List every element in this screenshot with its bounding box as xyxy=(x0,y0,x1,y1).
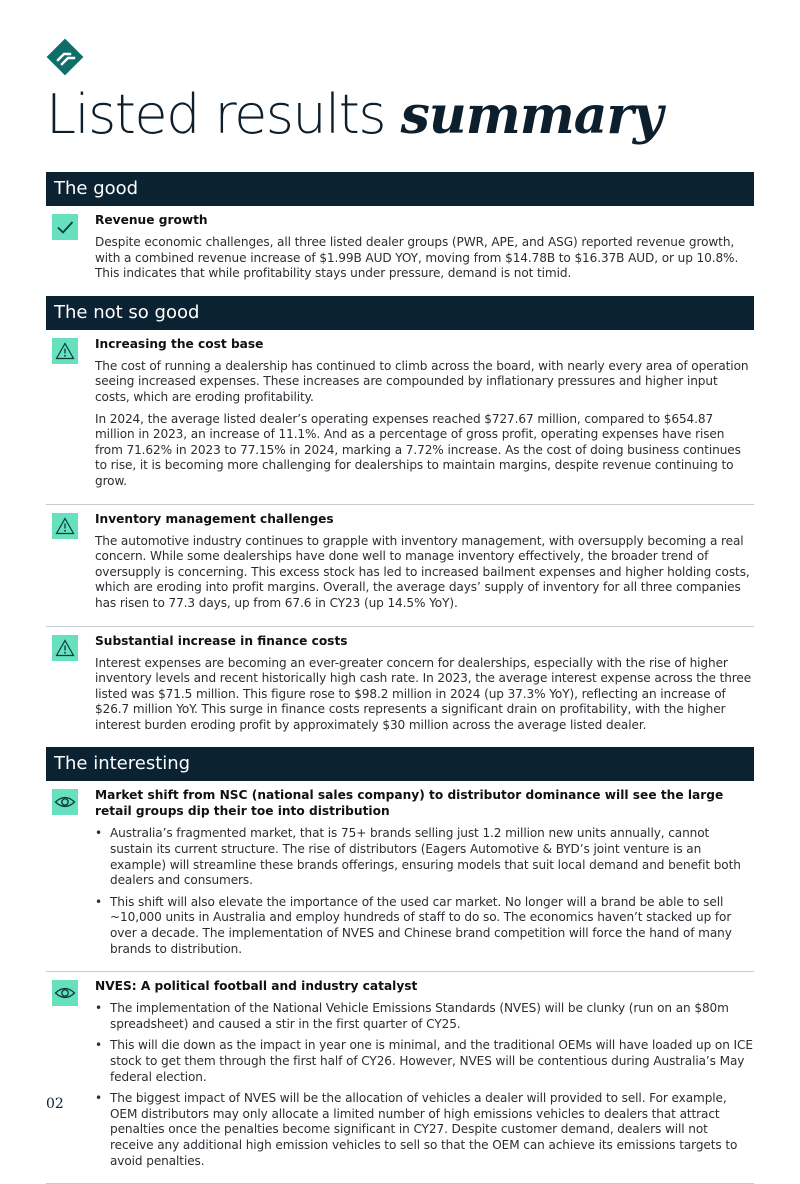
page-title-plain: Listed results xyxy=(46,83,401,146)
summary-item-finance-costs xyxy=(46,627,754,748)
item-paragraph: Interest expenses are becoming an ever-greater concern for dealerships, especially with the rise of higher inventory levels and recent historically high cash rate. In 2023, the average interest expense across the three listed was $71.5 million. This figure rose to $98.2 million in 2024 (up 37.3% YoY), reflecting an increase of $26.7 million YoY. This surge in finance costs represents a significant drain on profitability, with the higher interest burden eroding profit by approximately $30 million across the average listed dealer. xyxy=(95,655,752,732)
item-title: Inventory management challenges xyxy=(95,511,334,526)
warning-icon xyxy=(52,338,78,364)
list-item: • The implementation of the National Vehicle Emissions Standards (NVES) will be clunky (run on an $80m spreadsheet) and caused a stir in the first quarter of CY25. xyxy=(95,1001,754,1032)
summary-item-inventory xyxy=(46,505,754,627)
item-title: Market shift from NSC (national sales company) to distributor dominance will see the large retail groups dip their toe into distribution xyxy=(95,788,724,819)
item-paragraph: The automotive industry continues to grapple with inventory management, with oversupply becoming a real concern. While some dealerships have done well to manage inventory effectively, the broader trend of oversupply is concerning. This excess stock has led to increased bailment expenses and higher holding costs, which are eroding into profit margins. Overall, the average days’ supply of inventory for all three companies has risen to 77.3 days, up from 67.6 in CY23 (up 14.5% YoY). xyxy=(95,533,750,610)
warning-icon xyxy=(52,635,78,661)
warning-icon xyxy=(52,513,78,539)
item-paragraph: In 2024, the average listed dealer’s operating expenses reached $727.67 million, compared to $654.87 million in 2023, an increase of 11.1%. And as a percentage of gross profit, operating expenses have risen from 71.62% in 2023 to 77.15% in 2024, marking a 7.72% increase. As the cost of doing business continues to rise, it is becoming more challenging for dealerships to maintain margins, despite revenue continuing to grow. xyxy=(95,411,741,488)
section-header-not-so-good: The not so good xyxy=(46,296,754,330)
bullet-list xyxy=(95,1001,754,1169)
summary-item-market-shift xyxy=(46,781,754,972)
brand-logo-icon xyxy=(46,38,84,76)
list-item: • This will die down as the impact in year one is minimal, and the traditional OEMs will have loaded up on ICE stock to get them through the first half of CY26. However, NVES will be contentious during Australia’s May federal election. xyxy=(95,1038,754,1085)
bullet-list xyxy=(95,826,754,957)
section-header-interesting: The interesting xyxy=(46,747,754,781)
eye-icon xyxy=(52,789,78,815)
summary-content xyxy=(46,172,754,1184)
list-item: • Australia’s fragmented market, that is 75+ brands selling just 1.2 million new units annually, cannot sustain its current structure. The rise of distributors (Eagers Automotive & BYD’s joint venture is an example) will streamline these brands offerings, ensuring models that suit local demand and benefit both dealers and consumers. xyxy=(95,826,754,888)
item-title: Substantial increase in finance costs xyxy=(95,633,348,648)
item-title: Revenue growth xyxy=(95,213,208,227)
page-title-emphasis: summary xyxy=(400,85,663,146)
page-number: 02 xyxy=(46,1096,64,1112)
section-header-good: The good xyxy=(46,172,754,206)
summary-item-cost-base xyxy=(46,330,754,505)
item-title: NVES: A political football and industry catalyst xyxy=(95,979,418,994)
list-item: • This shift will also elevate the importance of the used car market. No longer will a brand be able to sell ~10,000 units in Australia and employ hundreds of staff to do so. The economics haven’t stacked up for over a decade. The implementation of NVES and Chinese brand competition will force the hand of many brands to distribution. xyxy=(95,895,754,957)
page-title xyxy=(46,80,662,157)
eye-icon xyxy=(52,980,78,1006)
summary-item-revenue-growth xyxy=(46,206,754,296)
item-title: Increasing the cost base xyxy=(95,336,264,351)
summary-item-nves xyxy=(46,972,754,1184)
item-paragraph: Despite economic challenges, all three listed dealer groups (PWR, APE, and ASG) reported revenue growth, with a combined revenue increase of $1.99B AUD YOY, moving from $14.78B to $16.37B AUD, or up 10.8%. This indicates that while profitability stays under pressure, demand is not timid. xyxy=(95,235,739,281)
item-paragraph: The cost of running a dealership has continued to climb across the board, with nearly every area of operation seeing increased expenses. These increases are compounded by inflationary pressures and higher input costs, which are eroding profitability. xyxy=(95,358,749,404)
list-item: • The biggest impact of NVES will be the allocation of vehicles a dealer will provided to sell. For example, OEM distributors may only allocate a limited number of high emissions vehicles to dealers that attract penalties once the penalties become significant in CY27. Despite customer demand, dealers will not receive any additional high emission vehicles to sell so that the OEM can achieve its emissions targets to avoid penalties. xyxy=(95,1091,754,1169)
checkmark-icon xyxy=(52,214,78,240)
